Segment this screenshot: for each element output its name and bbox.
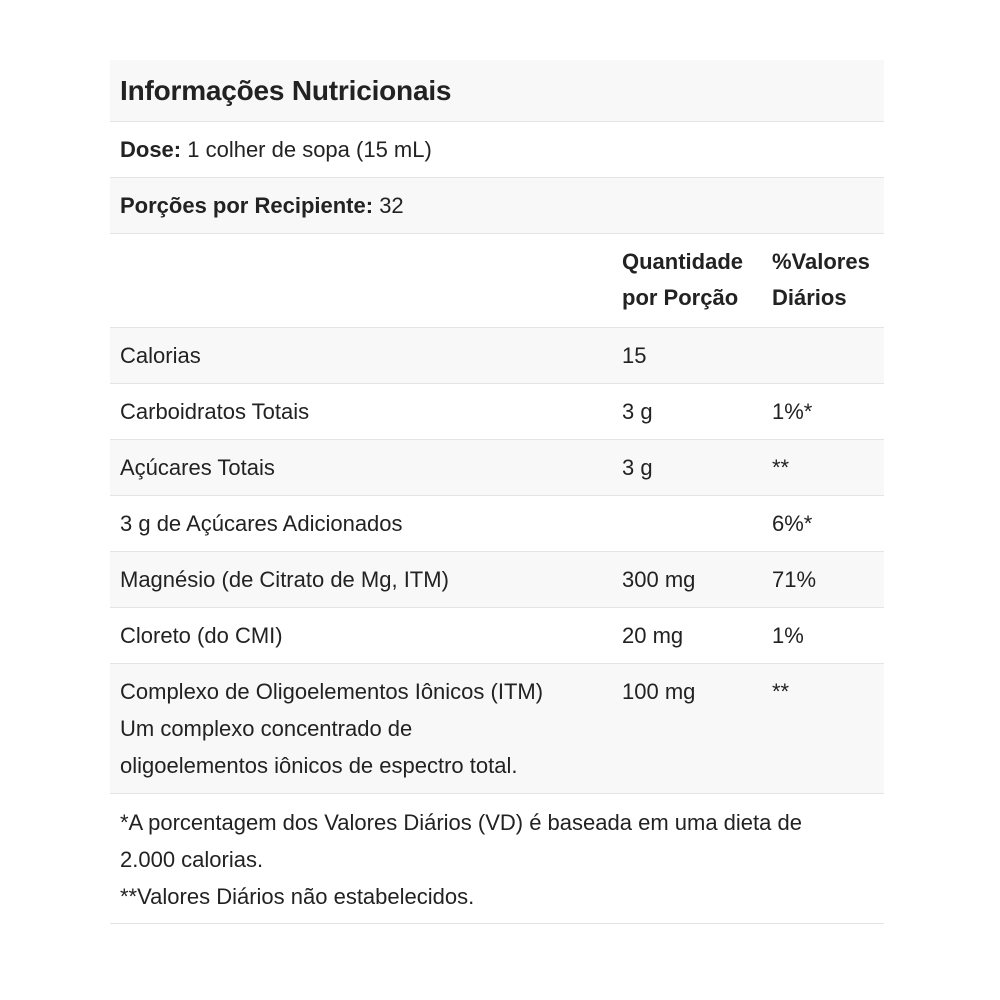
nutrient-daily-value: ** [772,679,790,704]
nutrient-name-block [110,673,612,793]
nutrient-name: Cloreto (do CMI) [120,623,283,648]
nutrient-name: Complexo de Oligoelementos Iônicos (ITM) [120,679,544,704]
nutrient-amount: 20 mg [622,623,684,648]
column-header-nutrient [110,244,612,327]
nutrient-name: 3 g de Açúcares Adicionados [120,511,403,536]
footnote-line1: *A porcentagem dos Valores Diários (VD) é baseada em uma dieta de [120,810,802,835]
column-header-amount [612,244,762,327]
nutrient-row-calories [110,328,884,384]
nutrient-row-chloride [110,608,884,664]
nutrient-amount [612,505,762,551]
nutrient-amount: 300 mg [622,567,696,592]
table-title-text: Informações Nutricionais [120,75,452,106]
servings-row [110,178,884,234]
nutrient-daily-value: 1%* [772,399,813,424]
nutrient-amount: 3 g [622,455,653,480]
nutrient-description-line2: oligoelementos iônicos de espectro total. [120,753,518,778]
table-title [110,60,884,122]
column-header-daily-value [762,244,884,327]
column-header-amount-line2: por Porção [622,285,739,310]
footnote-line2: 2.000 calorias. [120,847,264,872]
column-header-amount-line1: Quantidade [622,249,744,274]
dose-label: Dose: [120,137,182,162]
servings-label: Porções por Recipiente: [120,193,374,218]
nutrient-description-line1: Um complexo concentrado de [120,716,413,741]
column-header-dv-line1: %Valores [772,249,870,274]
column-header-row [110,234,884,328]
servings-value: 32 [373,193,404,218]
nutrient-daily-value: 6%* [772,511,813,536]
nutrient-amount: 3 g [622,399,653,424]
column-header-dv-line2: Diários [772,285,847,310]
footnote-line3: **Valores Diários não estabelecidos. [120,884,475,909]
footnotes [110,794,884,924]
nutrient-row-trace-minerals [110,664,884,794]
nutrient-daily-value: 1% [772,623,804,648]
nutrient-daily-value [762,337,884,383]
nutrient-row-added-sugars [110,496,884,552]
nutrition-facts-table [110,60,884,924]
nutrient-name: Calorias [120,343,201,368]
nutrient-amount: 100 mg [622,679,696,704]
nutrient-name: Magnésio (de Citrato de Mg, ITM) [120,567,449,592]
nutrient-row-carbs [110,384,884,440]
nutrient-daily-value: ** [772,455,790,480]
nutrient-name: Açúcares Totais [120,455,275,480]
dose-row [110,122,884,178]
dose-value: 1 colher de sopa (15 mL) [181,137,432,162]
nutrient-amount: 15 [622,343,647,368]
nutrient-daily-value: 71% [772,567,817,592]
nutrient-name: Carboidratos Totais [120,399,310,424]
nutrient-row-magnesium [110,552,884,608]
nutrient-row-total-sugars [110,440,884,496]
